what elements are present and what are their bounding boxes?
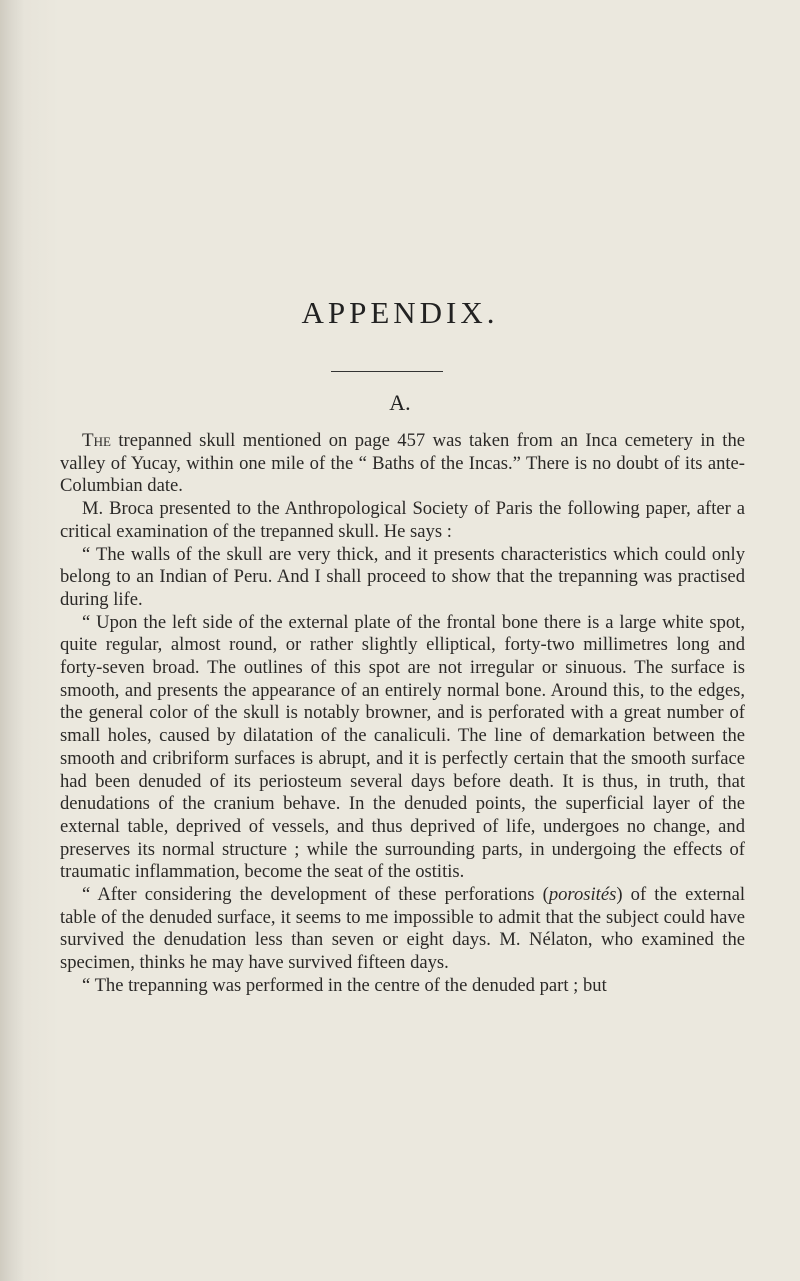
appendix-heading: APPENDIX.	[301, 295, 499, 330]
paragraph-2: M. Broca presented to the Anthropological Society of Paris the following paper, after a critical examination of the trepanned skull. He says :	[60, 498, 745, 542]
paragraph-3: “ The walls of the skull are very thick, and it presents characteristics which could only belong to an Indian of Peru. And I shall proceed to show that the trepanning was practised during life.	[60, 543, 745, 610]
body-text	[60, 430, 745, 998]
paragraph-1-text: trepanned skull mentioned on page 457 was taken from an Inca cemetery in the valley of Yucay, within one mile of the “ Baths of the Incas.” There is no doubt of its ante-Columbian date.	[60, 430, 745, 497]
paragraph-1	[60, 430, 745, 498]
paragraph-5-italic: porosités	[548, 884, 617, 906]
paragraph-4: “ Upon the left side of the external plate of the frontal bone there is a large white spot, quite regular, almost round, or rather slightly elliptical, forty-two millimetres long and forty-seven broad. The outlines of this spot are not irregular or sinuous. The surface is smooth, and presents the appearance of an entirely normal bone. Around this, to the edges, the general color of the skull is notably browner, and is perforated with a great number of small holes, caused by dilatation of the canaliculi. The line of demarkation between the smooth and cribriform surfaces is abrupt, and it is perfectly certain that the smooth surface had been denuded of its periosteum several days before death. It is thus, in truth, that denudations of the cranium behave. In the denuded points, the superficial layer of the external table, deprived of vessels, and thus deprived of life, undergoes no change, and preserves its normal structure ; while the surrounding parts, in undergoing the effects of traumatic inflammation, become the seat of the ostitis.	[60, 611, 745, 883]
paragraph-lead-word: The	[82, 430, 111, 451]
paragraph-5-after: ) of the external table of the denuded surface, it seems to me impossible to admit that the subject could have survived the denudation less than seven or eight days. M. Nélaton, who examined the specimen, thinks he may have survived fifteen days.	[60, 884, 746, 974]
heading-rule	[331, 371, 443, 372]
paragraph-5	[60, 884, 745, 975]
paragraph-6: “ The trepanning was performed in the centre of the denuded part ; but	[82, 974, 607, 996]
paragraph-5-before: “ After considering the development of these perforations (	[82, 884, 549, 906]
page-binding-shadow	[0, 0, 24, 1281]
section-letter: A.	[389, 390, 411, 415]
